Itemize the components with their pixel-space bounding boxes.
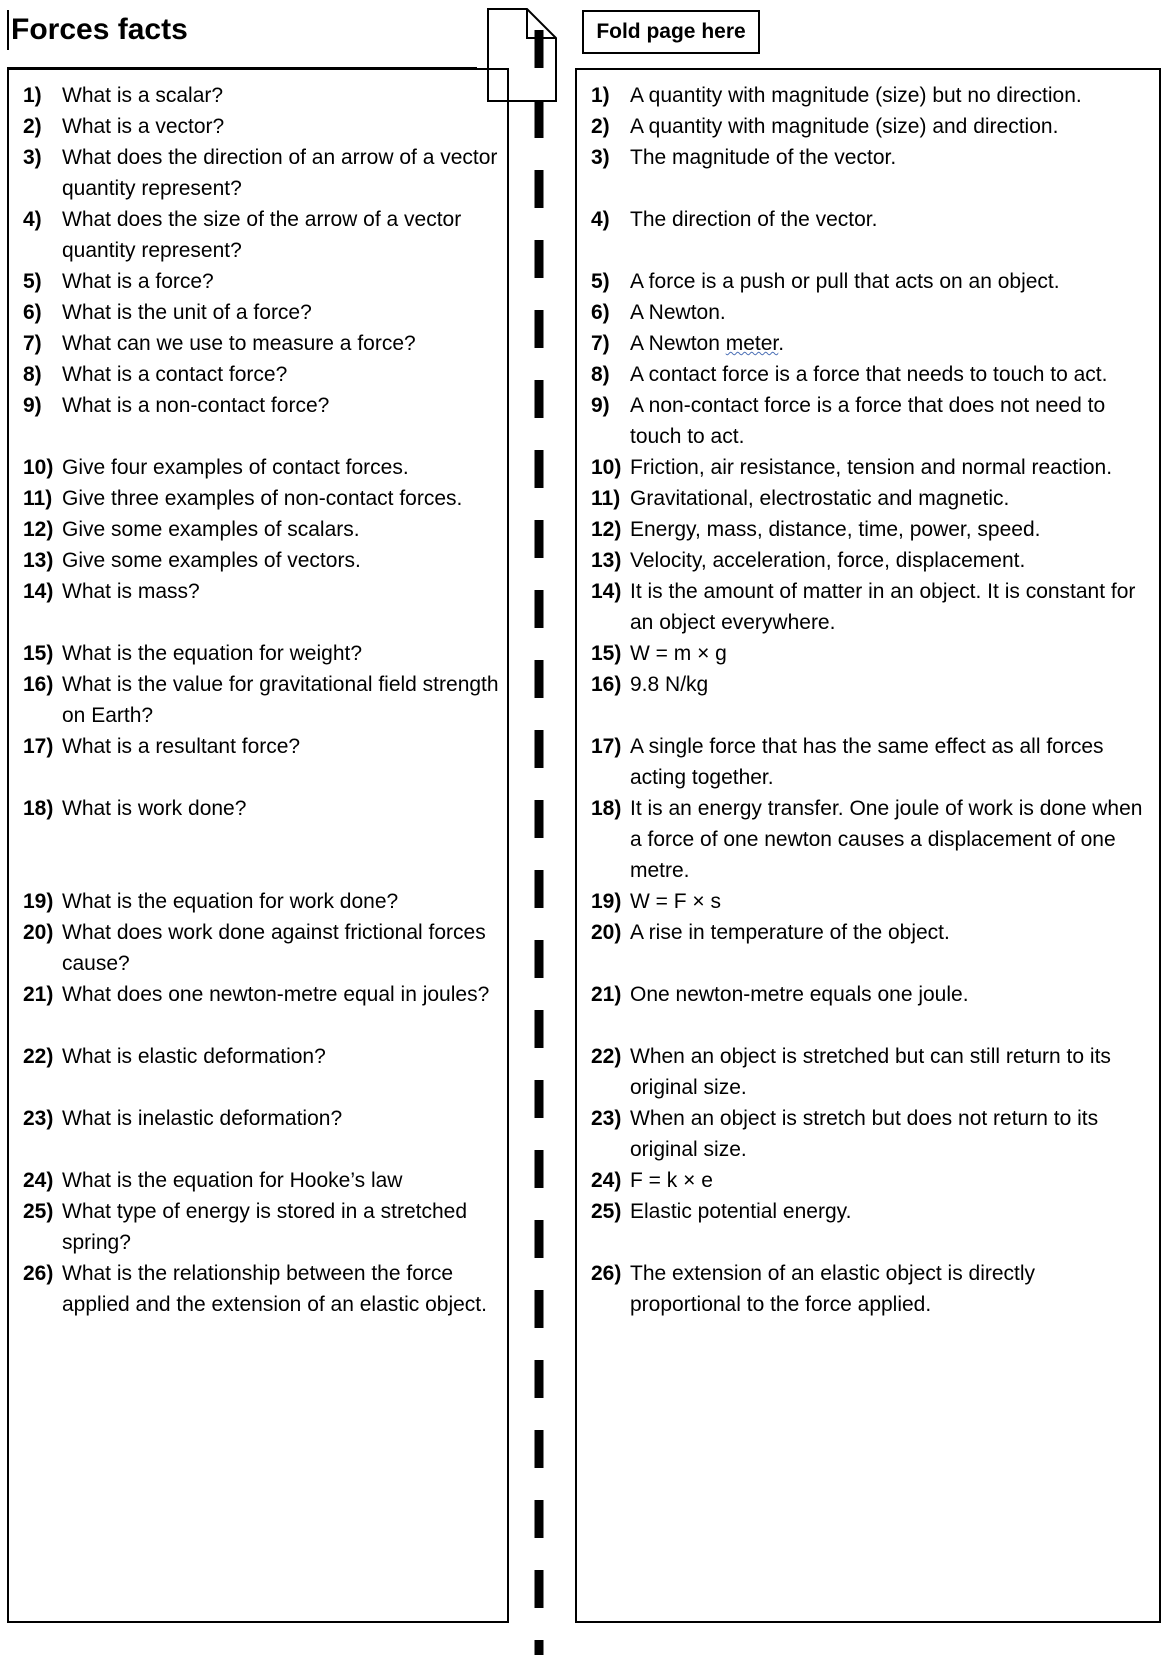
question-number: 23) xyxy=(23,1107,54,1130)
question-item xyxy=(23,545,499,576)
answer-number: 10) xyxy=(591,456,622,479)
question-text: What is the relationship between the force applied and the extension of an elastic object. xyxy=(62,1262,487,1316)
question-text: What is a scalar? xyxy=(62,84,224,107)
answer-item xyxy=(591,576,1151,638)
question-item xyxy=(23,80,499,111)
answer-item xyxy=(591,917,1151,948)
answer-item xyxy=(591,1165,1151,1196)
question-text: What is elastic deformation? xyxy=(62,1045,326,1068)
answer-number: 21) xyxy=(591,983,622,1006)
answer-number: 18) xyxy=(591,797,622,820)
question-item xyxy=(23,142,499,204)
question-text: What is a force? xyxy=(62,270,214,293)
answer-text: One newton-metre equals one joule. xyxy=(630,983,969,1006)
question-item xyxy=(23,204,499,266)
answer-item xyxy=(591,1103,1151,1165)
questions-panel xyxy=(7,68,509,1623)
question-number: 16) xyxy=(23,673,54,696)
answer-number: 26) xyxy=(591,1262,622,1285)
answer-text: W = F × s xyxy=(630,890,722,913)
answer-text: A rise in temperature of the object. xyxy=(630,921,950,944)
question-number: 9) xyxy=(23,394,42,417)
answer-item xyxy=(591,328,1151,359)
question-item xyxy=(23,390,499,421)
question-item xyxy=(23,1041,499,1072)
question-item xyxy=(23,979,499,1010)
fold-dashed-line xyxy=(533,0,545,1655)
answer-text: The direction of the vector. xyxy=(630,208,878,231)
question-number: 14) xyxy=(23,580,54,603)
question-number: 1) xyxy=(23,84,42,107)
question-item xyxy=(23,1103,499,1134)
question-text: What is the equation for weight? xyxy=(62,642,363,665)
question-item xyxy=(23,638,499,669)
answer-number: 5) xyxy=(591,270,610,293)
answer-text: It is the amount of matter in an object. It is constant for an object everywhere. xyxy=(630,580,1136,634)
answer-number: 25) xyxy=(591,1200,622,1223)
question-item xyxy=(23,297,499,328)
answer-text: A contact force is a force that needs to touch to act. xyxy=(630,363,1108,386)
answer-item xyxy=(591,204,1151,235)
answer-text: A Newton. xyxy=(630,301,726,324)
question-text: What does work done against frictional forces cause? xyxy=(62,921,486,975)
answer-item xyxy=(591,1041,1151,1103)
question-item xyxy=(23,266,499,297)
answer-number: 11) xyxy=(591,487,621,510)
question-item xyxy=(23,328,499,359)
answer-number: 22) xyxy=(591,1045,622,1068)
answer-text: A force is a push or pull that acts on an object. xyxy=(630,270,1060,293)
answer-text: Velocity, acceleration, force, displacement. xyxy=(630,549,1026,572)
answer-number: 1) xyxy=(591,84,610,107)
answer-item xyxy=(591,452,1151,483)
answer-number: 24) xyxy=(591,1169,622,1192)
answer-text: W = m × g xyxy=(630,642,727,665)
answer-number: 12) xyxy=(591,518,622,541)
answer-text-part: A Newton xyxy=(630,332,726,355)
answer-item xyxy=(591,483,1151,514)
answer-number: 19) xyxy=(591,890,622,913)
question-number: 12) xyxy=(23,518,54,541)
answer-number: 8) xyxy=(591,363,610,386)
answer-item xyxy=(591,111,1151,142)
answer-text: A quantity with magnitude (size) and direction. xyxy=(630,115,1059,138)
question-number: 4) xyxy=(23,208,42,231)
question-number: 17) xyxy=(23,735,54,758)
question-number: 13) xyxy=(23,549,54,572)
answer-text: Friction, air resistance, tension and normal reaction. xyxy=(630,456,1113,479)
question-number: 24) xyxy=(23,1169,54,1192)
question-text: Give some examples of scalars. xyxy=(62,518,360,541)
question-number: 2) xyxy=(23,115,42,138)
answer-text: A single force that has the same effect as all forces acting together. xyxy=(630,735,1104,789)
question-item xyxy=(23,576,499,607)
question-text: Give three examples of non-contact forces. xyxy=(62,487,463,510)
question-number: 19) xyxy=(23,890,54,913)
answer-item xyxy=(591,793,1151,886)
question-item xyxy=(23,793,499,824)
question-text: What is the equation for work done? xyxy=(62,890,399,913)
answer-text: Elastic potential energy. xyxy=(630,1200,852,1223)
question-text: What is a non-contact force? xyxy=(62,394,330,417)
question-number: 25) xyxy=(23,1200,54,1223)
question-item xyxy=(23,452,499,483)
answer-item xyxy=(591,886,1151,917)
answer-item xyxy=(591,390,1151,452)
answer-number: 9) xyxy=(591,394,610,417)
question-number: 21) xyxy=(23,983,54,1006)
answers-panel xyxy=(575,68,1161,1623)
question-number: 3) xyxy=(23,146,42,169)
answer-text: 9.8 N/kg xyxy=(630,673,709,696)
answer-number: 13) xyxy=(591,549,622,572)
spellcheck-word: meter xyxy=(725,332,779,355)
question-text: Give four examples of contact forces. xyxy=(62,456,409,479)
question-text: What is inelastic deformation? xyxy=(62,1107,343,1130)
question-number: 5) xyxy=(23,270,42,293)
question-text: Give some examples of vectors. xyxy=(62,549,361,572)
answer-item xyxy=(591,669,1151,700)
answer-item xyxy=(591,731,1151,793)
answer-item xyxy=(591,545,1151,576)
answer-item xyxy=(591,1258,1151,1320)
question-number: 11) xyxy=(23,487,53,510)
question-number: 15) xyxy=(23,642,54,665)
answer-item xyxy=(591,142,1151,173)
answer-number: 7) xyxy=(591,332,610,355)
question-item xyxy=(23,917,499,979)
answer-number: 4) xyxy=(591,208,610,231)
question-text: What is a contact force? xyxy=(62,363,288,386)
answer-item xyxy=(591,638,1151,669)
answer-item xyxy=(591,266,1151,297)
fold-page-label: Fold page here xyxy=(582,10,760,54)
question-item xyxy=(23,731,499,762)
answer-text xyxy=(630,328,1151,359)
answer-item xyxy=(591,979,1151,1010)
answer-text: When an object is stretched but can still return to its original size. xyxy=(630,1045,1111,1099)
answer-item xyxy=(591,514,1151,545)
answer-number: 20) xyxy=(591,921,622,944)
question-text: What is the equation for Hooke’s law xyxy=(62,1169,403,1192)
question-text: What is the unit of a force? xyxy=(62,301,312,324)
question-item xyxy=(23,359,499,390)
answer-item xyxy=(591,297,1151,328)
question-number: 26) xyxy=(23,1262,54,1285)
answer-number: 14) xyxy=(591,580,622,603)
answer-item xyxy=(591,1196,1151,1227)
question-number: 18) xyxy=(23,797,54,820)
question-text: What can we use to measure a force? xyxy=(62,332,416,355)
question-text: What is a vector? xyxy=(62,115,225,138)
answer-text: F = k × e xyxy=(630,1169,713,1192)
question-text: What is work done? xyxy=(62,797,247,820)
answer-item xyxy=(591,80,1151,111)
answer-number: 16) xyxy=(591,673,622,696)
question-item xyxy=(23,1258,499,1320)
answer-number: 15) xyxy=(591,642,622,665)
question-item xyxy=(23,514,499,545)
answer-number: 23) xyxy=(591,1107,622,1130)
answer-text-part: . xyxy=(778,332,785,355)
answer-text: A non-contact force is a force that does not need to touch to act. xyxy=(630,394,1106,448)
question-number: 6) xyxy=(23,301,42,324)
answer-number: 17) xyxy=(591,735,622,758)
answer-text: The magnitude of the vector. xyxy=(630,146,897,169)
question-text: What is the value for gravitational field strength on Earth? xyxy=(62,673,499,727)
question-item xyxy=(23,111,499,142)
question-item xyxy=(23,669,499,731)
question-text: What does the size of the arrow of a vector quantity represent? xyxy=(62,208,462,262)
answer-number: 3) xyxy=(591,146,610,169)
question-text: What is mass? xyxy=(62,580,200,603)
answer-text: Gravitational, electrostatic and magnetic. xyxy=(630,487,1010,510)
question-item xyxy=(23,1165,499,1196)
question-text: What type of energy is stored in a stretched spring? xyxy=(62,1200,468,1254)
answer-number: 6) xyxy=(591,301,610,324)
question-item xyxy=(23,483,499,514)
answer-text: It is an energy transfer. One joule of work is done when a force of one newton causes a displacement of one metre. xyxy=(630,797,1143,882)
question-number: 22) xyxy=(23,1045,54,1068)
question-number: 8) xyxy=(23,363,42,386)
answer-text: The extension of an elastic object is directly proportional to the force applied. xyxy=(630,1262,1036,1316)
page-title: Forces facts xyxy=(7,10,188,50)
question-text: What does the direction of an arrow of a vector quantity represent? xyxy=(62,146,498,200)
answer-text: A quantity with magnitude (size) but no direction. xyxy=(630,84,1082,107)
question-number: 20) xyxy=(23,921,54,944)
question-item xyxy=(23,1196,499,1258)
question-item xyxy=(23,886,499,917)
question-text: What does one newton-metre equal in joules? xyxy=(62,983,490,1006)
answer-text: Energy, mass, distance, time, power, speed. xyxy=(630,518,1041,541)
answer-item xyxy=(591,359,1151,390)
question-number: 10) xyxy=(23,456,54,479)
answer-text: When an object is stretch but does not return to its original size. xyxy=(630,1107,1099,1161)
question-text: What is a resultant force? xyxy=(62,735,301,758)
question-number: 7) xyxy=(23,332,42,355)
answer-number: 2) xyxy=(591,115,610,138)
